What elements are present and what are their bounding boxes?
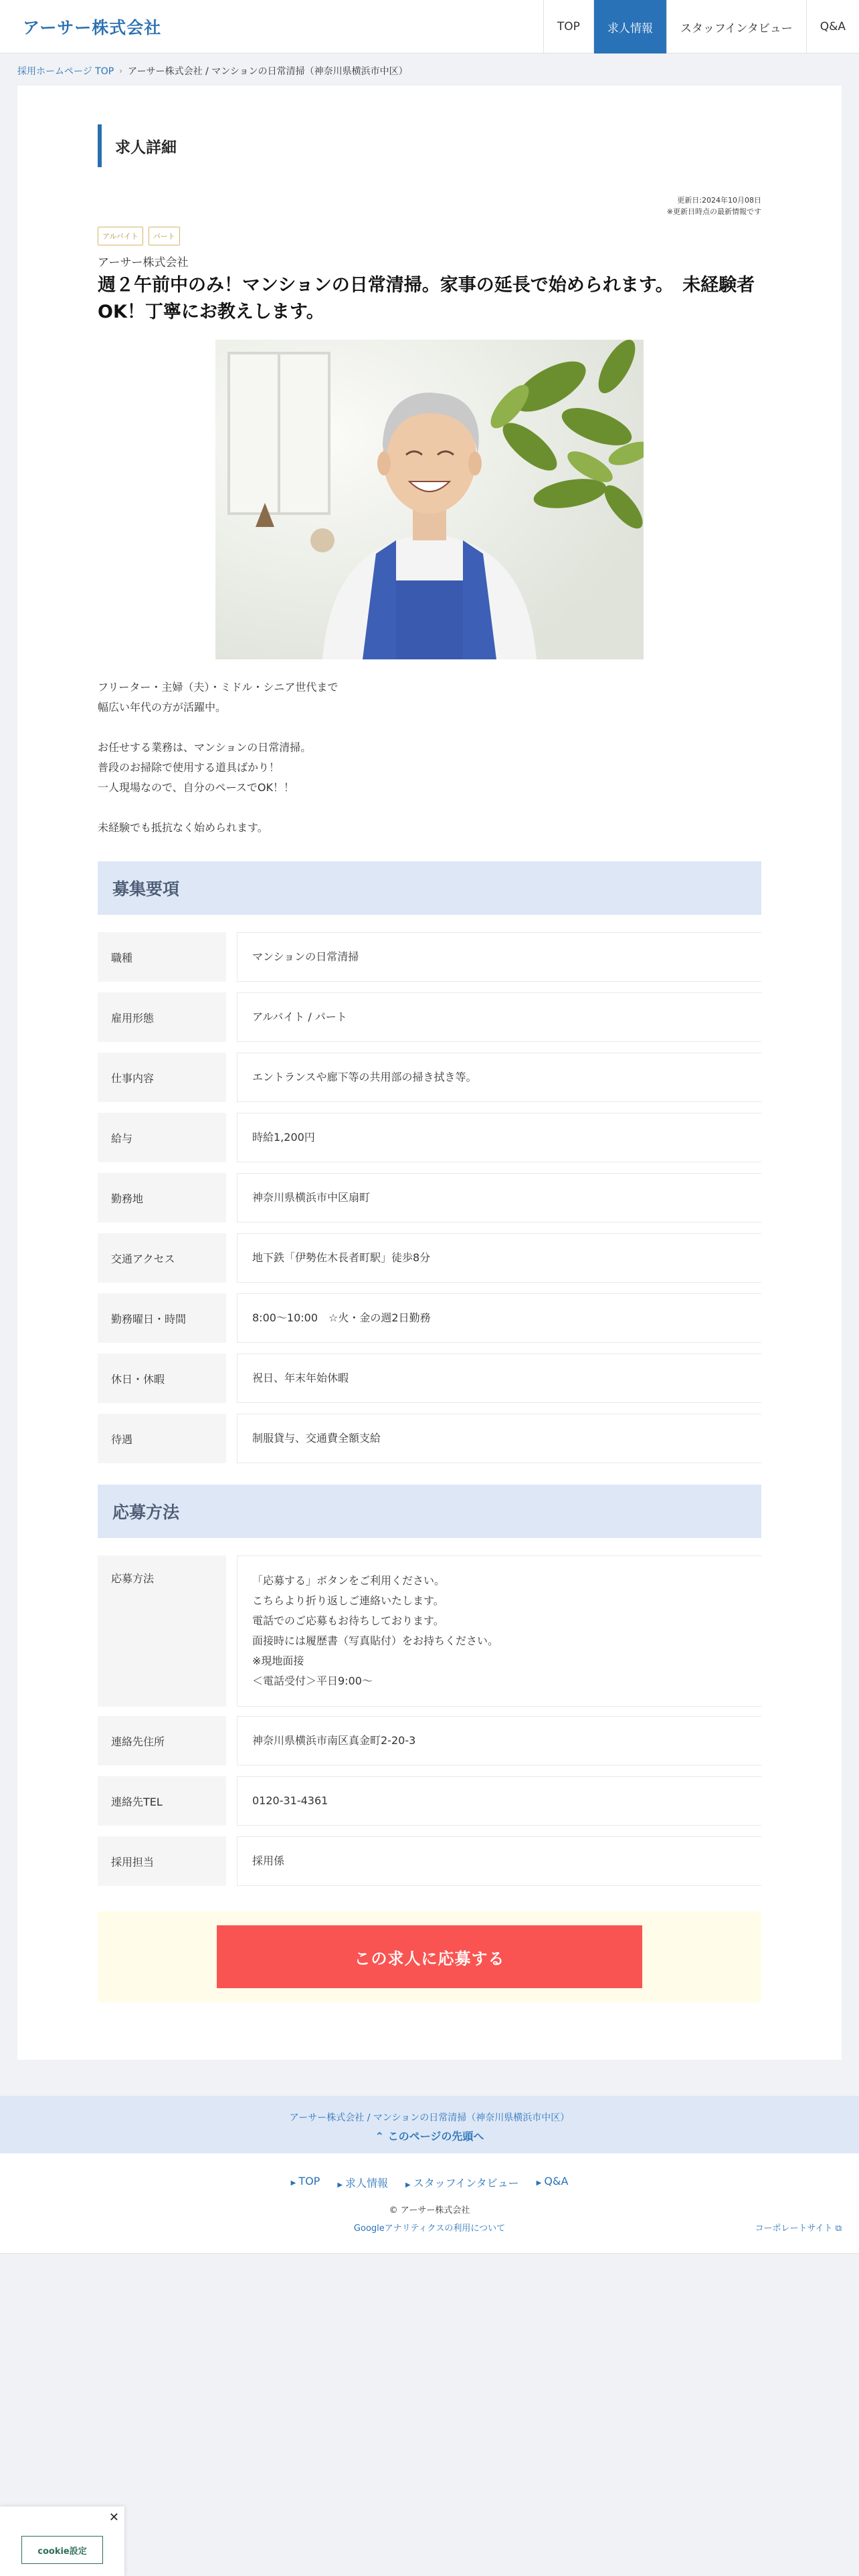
employment-tags: [98, 227, 180, 245]
row-value: 制服貸与、交通費全額支給: [237, 1414, 761, 1463]
table-row: [98, 1555, 761, 1707]
cookie-settings-button[interactable]: cookie設定: [21, 2536, 103, 2564]
intro-line: フリーター・主婦（夫）・ミドル・シニア世代まで: [98, 681, 339, 693]
updated-note: ※更新日時点の最新情報です: [666, 207, 761, 216]
page-top-label: このページの先頭へ: [387, 2130, 484, 2143]
row-value: 地下鉄「伊勢佐木長者町駅」徒歩8分: [237, 1233, 761, 1283]
row-label: 勤務地: [98, 1173, 226, 1222]
row-label: 職種: [98, 932, 226, 982]
table-row: [98, 1836, 761, 1886]
nav-item-qa[interactable]: Q&A: [806, 0, 859, 53]
row-value: アルバイト / パート: [237, 992, 761, 1042]
row-label: 勤務曜日・時間: [98, 1293, 226, 1343]
apply-method-line: こちらより折り返しご連絡いたします。: [252, 1594, 444, 1607]
row-value-apply-method: [237, 1555, 761, 1707]
apply-cta-box: [98, 1911, 761, 2002]
footer-nav-label: Q&A: [544, 2175, 569, 2187]
table-row: [98, 1293, 761, 1343]
nav-item-top[interactable]: TOP: [543, 0, 593, 53]
external-link-icon: ⧉: [835, 2224, 842, 2234]
cookie-panel: [0, 2506, 124, 2576]
nav-item-jobs[interactable]: 求人情報: [593, 0, 666, 53]
senior-worker-image: [215, 340, 644, 659]
row-label: 給与: [98, 1113, 226, 1162]
row-label: 休日・休暇: [98, 1354, 226, 1403]
apply-method-line: 電話でのご応募もお待ちしております。: [252, 1614, 444, 1627]
row-value: 祝日、年末年始休暇: [237, 1354, 761, 1403]
intro-line: 一人現場なので、自分のペースでOK！！: [98, 781, 294, 794]
chevron-up-icon: ⌃: [375, 2130, 385, 2143]
row-value: マンションの日常清掃: [237, 932, 761, 982]
breadcrumb: [17, 64, 408, 78]
table-row: [98, 1716, 761, 1765]
table-row: [98, 1354, 761, 1403]
row-label: 応募方法: [98, 1555, 226, 1707]
row-label: 交通アクセス: [98, 1233, 226, 1283]
footer-nav-qa[interactable]: [537, 2175, 569, 2190]
tag-badge: パート: [149, 227, 180, 245]
job-photo: [215, 340, 644, 659]
triangle-right-icon: ▶: [337, 2181, 343, 2189]
chevron-right-icon: ›: [119, 66, 122, 76]
ga-policy-link[interactable]: Googleアナリティクスの利用について: [353, 2224, 506, 2234]
intro-line: [98, 718, 761, 738]
row-value: 採用係: [237, 1836, 761, 1886]
intro-line: 未経験でも抵抗なく始められます。: [98, 821, 268, 834]
footer-nav-top[interactable]: [291, 2175, 320, 2190]
apply-method-line: 「応募する」ボタンをご利用ください。: [252, 1574, 446, 1587]
site-header: [0, 0, 859, 53]
site-logo[interactable]: アーサー株式会社: [23, 18, 162, 37]
row-label: 採用担当: [98, 1836, 226, 1886]
table-row: [98, 1414, 761, 1463]
table-row: [98, 1173, 761, 1222]
table-row: [98, 992, 761, 1042]
company-name: アーサー株式会社: [98, 256, 189, 270]
table-row: [98, 1776, 761, 1826]
updated-date: [667, 195, 761, 217]
footer-nav: [0, 2175, 859, 2190]
footer-nav-label: スタッフインタビュー: [413, 2177, 519, 2189]
site-footer: [0, 2153, 859, 2254]
corporate-site-link[interactable]: [755, 2221, 842, 2234]
row-value: 神奈川県横浜市南区真金町2-20-3: [237, 1716, 761, 1765]
apply-method-line: ※現地面接: [252, 1654, 304, 1667]
row-value: 8:00〜10:00 ☆火・金の週2日勤務: [237, 1293, 761, 1343]
table-row: [98, 1113, 761, 1162]
footer-nav-label: 求人情報: [345, 2177, 389, 2189]
tag-badge: アルバイト: [98, 227, 143, 245]
corporate-site-label: コーポレートサイト: [755, 2224, 833, 2234]
row-label: 連絡先TEL: [98, 1776, 226, 1826]
job-title: 週２午前中のみ！マンションの日常清掃。家事の延長で始められます。 未経験者OK！丁寧にお教えします。: [98, 275, 755, 322]
breadcrumb-current: アーサー株式会社 / マンションの日常清掃（神奈川県横浜市中区）: [128, 66, 408, 77]
row-value: エントランスや廊下等の共用部の掃き拭き等。: [237, 1053, 761, 1102]
copyright: © アーサー株式会社: [389, 2206, 470, 2216]
triangle-right-icon: ▶: [536, 2179, 542, 2187]
job-intro-text: [98, 677, 761, 838]
page-top-bar: [0, 2096, 859, 2153]
breadcrumb-home-link[interactable]: 採用ホームページ TOP: [17, 66, 114, 77]
footer-breadcrumb[interactable]: アーサー株式会社 / マンションの日常清掃（神奈川県横浜市中区）: [289, 2113, 570, 2123]
footer-nav-jobs[interactable]: [337, 2175, 388, 2190]
page-top-link[interactable]: [0, 2128, 859, 2143]
intro-line: [98, 798, 761, 818]
updated-date-text: 更新日:2024年10月08日: [677, 196, 761, 205]
triangle-right-icon: ▶: [405, 2181, 411, 2189]
table-row: [98, 1233, 761, 1283]
page-title: 求人詳細: [98, 124, 365, 167]
row-value: 神奈川県横浜市中区扇町: [237, 1173, 761, 1222]
nav-item-staff-interview[interactable]: スタッフインタビュー: [666, 0, 806, 53]
table-row: [98, 932, 761, 982]
job-detail-card: [17, 86, 842, 2060]
close-icon[interactable]: ✕: [108, 2510, 119, 2525]
row-label: 連絡先住所: [98, 1716, 226, 1765]
apply-method-line: 面接時には履歴書（写真貼付）をお持ちください。: [252, 1634, 499, 1647]
apply-button[interactable]: この求人に応募する: [217, 1925, 642, 1988]
intro-line: お任せする業務は、マンションの日常清掃。: [98, 741, 312, 754]
row-label: 待遇: [98, 1414, 226, 1463]
recruit-section-heading: 募集要項: [98, 861, 761, 915]
footer-nav-staff-interview[interactable]: [405, 2175, 519, 2190]
triangle-right-icon: ▶: [290, 2179, 296, 2187]
main-nav: [543, 0, 859, 53]
row-label: 仕事内容: [98, 1053, 226, 1102]
footer-nav-label: TOP: [298, 2175, 320, 2187]
intro-line: 幅広い年代の方が活躍中。: [98, 701, 227, 714]
row-value: 時給1,200円: [237, 1113, 761, 1162]
row-value: 0120-31-4361: [237, 1776, 761, 1826]
row-label: 雇用形態: [98, 992, 226, 1042]
apply-section-heading: 応募方法: [98, 1485, 761, 1538]
table-row: [98, 1053, 761, 1102]
apply-method-line: ＜電話受付＞平日9:00〜: [252, 1675, 373, 1687]
intro-line: 普段のお掃除で使用する道具ばかり！: [98, 761, 280, 774]
